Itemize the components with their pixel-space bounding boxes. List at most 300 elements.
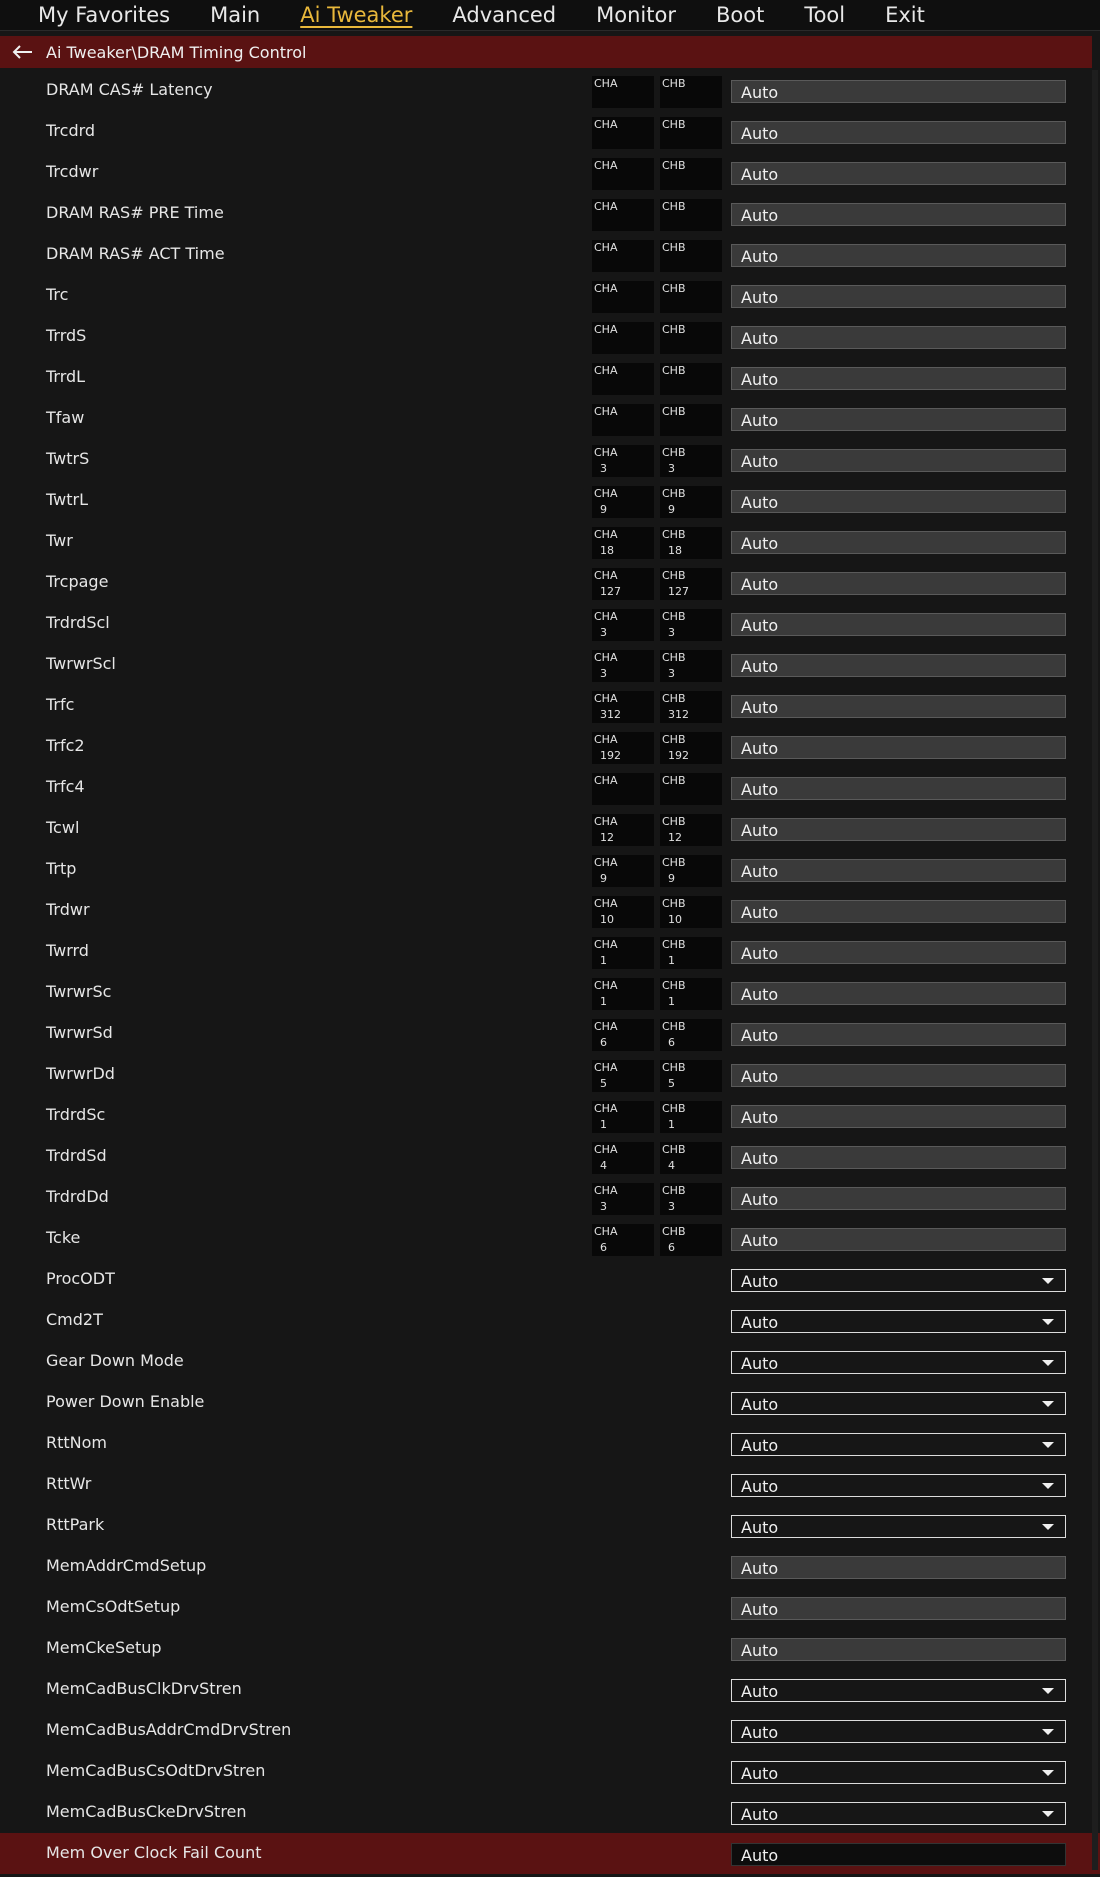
field-value: Auto — [741, 985, 779, 1004]
channel-label: CHA — [594, 651, 618, 664]
setting-row-rttnom[interactable] — [0, 1423, 1100, 1464]
channel-label: CHB — [662, 446, 686, 459]
channel-b-readout — [660, 281, 722, 313]
channel-value: 312 — [600, 708, 621, 721]
channel-a-readout — [592, 937, 654, 969]
channel-label: CHA — [594, 979, 618, 992]
field-value: Auto — [741, 1846, 779, 1865]
setting-label: Trfc4 — [46, 777, 85, 796]
value-input-twr[interactable] — [731, 531, 1066, 554]
menu-item-advanced[interactable]: Advanced — [452, 3, 557, 27]
channel-label: CHA — [594, 815, 618, 828]
value-input-dram-ras-act-time[interactable] — [731, 244, 1066, 267]
channel-b-readout — [660, 1019, 722, 1051]
channel-label: CHB — [662, 979, 686, 992]
field-value: Auto — [741, 1559, 779, 1578]
field-value: Auto — [741, 698, 779, 717]
dropdown-cmd2t[interactable] — [731, 1310, 1066, 1333]
chevron-down-icon — [1042, 1729, 1054, 1735]
channel-b-readout — [660, 650, 722, 682]
dropdown-procodt[interactable] — [731, 1269, 1066, 1292]
channel-label: CHB — [662, 323, 686, 336]
setting-label: Trfc — [46, 695, 75, 714]
field-value: Auto — [741, 821, 779, 840]
setting-row-twrwrsc[interactable] — [0, 972, 1100, 1013]
channel-b-readout — [660, 404, 722, 436]
menu-item-boot[interactable]: Boot — [715, 3, 765, 27]
channel-label: CHA — [594, 405, 618, 418]
channel-a-readout — [592, 527, 654, 559]
channel-value: 9 — [668, 503, 675, 516]
channel-label: CHB — [662, 774, 686, 787]
setting-label: TrdrdSc — [46, 1105, 106, 1124]
field-value: Auto — [741, 452, 779, 471]
channel-value: 4 — [668, 1159, 675, 1172]
dropdown-memcadbusaddrcmddrvstren[interactable] — [731, 1720, 1066, 1743]
setting-row-twrwrdd[interactable] — [0, 1054, 1100, 1095]
channel-label: CHB — [662, 1102, 686, 1115]
setting-label: MemCadBusClkDrvStren — [46, 1679, 242, 1698]
value-input-twrwrsc[interactable] — [731, 982, 1066, 1005]
field-value: Auto — [741, 1518, 779, 1537]
channel-value: 6 — [668, 1036, 675, 1049]
value-input-trcpage[interactable] — [731, 572, 1066, 595]
channel-value: 192 — [668, 749, 689, 762]
channel-a-readout — [592, 322, 654, 354]
setting-label: Trcdwr — [46, 162, 99, 181]
top-menu-bar — [0, 0, 1100, 31]
channel-value: 10 — [600, 913, 614, 926]
setting-row-twrwrscl[interactable] — [0, 644, 1100, 685]
value-input-trfc2[interactable] — [731, 736, 1066, 759]
value-input-tfaw[interactable] — [731, 408, 1066, 431]
channel-label: CHA — [594, 282, 618, 295]
channel-b-readout — [660, 937, 722, 969]
channel-label: CHB — [662, 897, 686, 910]
setting-row-trdrdscl[interactable] — [0, 603, 1100, 644]
channel-a-readout — [592, 1224, 654, 1256]
chevron-down-icon — [1042, 1401, 1054, 1407]
setting-row-trtp[interactable] — [0, 849, 1100, 890]
channel-value: 1 — [668, 954, 675, 967]
channel-label: CHB — [662, 364, 686, 377]
setting-label: Gear Down Mode — [46, 1351, 184, 1370]
field-value: Auto — [741, 616, 779, 635]
settings-list — [0, 70, 1100, 1874]
setting-row-twrwrsd[interactable] — [0, 1013, 1100, 1054]
setting-label: MemCadBusCsOdtDrvStren — [46, 1761, 266, 1780]
field-value: Auto — [741, 165, 779, 184]
setting-label: Cmd2T — [46, 1310, 103, 1329]
setting-label: MemCadBusAddrCmdDrvStren — [46, 1720, 292, 1739]
setting-label: Twrrd — [46, 941, 89, 960]
channel-value: 127 — [668, 585, 689, 598]
channel-label: CHA — [594, 1184, 618, 1197]
setting-label: MemCadBusCkeDrvStren — [46, 1802, 247, 1821]
channel-value: 3 — [668, 1200, 675, 1213]
setting-row-power-down-enable[interactable] — [0, 1382, 1100, 1423]
setting-row-memcadbusclkdrvstren[interactable] — [0, 1669, 1100, 1710]
setting-row-memcadbusckedrvstren[interactable] — [0, 1792, 1100, 1833]
setting-label: Mem Over Clock Fail Count — [46, 1843, 262, 1862]
value-input-twrwrscl[interactable] — [731, 654, 1066, 677]
setting-row-dram-ras-act-time[interactable] — [0, 234, 1100, 275]
channel-a-readout — [592, 1183, 654, 1215]
channel-label: CHA — [594, 938, 618, 951]
setting-label: TwtrS — [46, 449, 90, 468]
field-value: Auto — [741, 493, 779, 512]
setting-row-dram-cas-latency[interactable] — [0, 70, 1100, 111]
channel-label: CHA — [594, 528, 618, 541]
setting-row-trrdl[interactable] — [0, 357, 1100, 398]
value-input-twtrl[interactable] — [731, 490, 1066, 513]
channel-value: 5 — [600, 1077, 607, 1090]
channel-label: CHA — [594, 364, 618, 377]
setting-row-tcwl[interactable] — [0, 808, 1100, 849]
setting-label: TwtrL — [46, 490, 88, 509]
setting-row-trdrdsc[interactable] — [0, 1095, 1100, 1136]
channel-value: 9 — [600, 872, 607, 885]
channel-a-readout — [592, 199, 654, 231]
menu-item-ai-tweaker[interactable]: Ai Tweaker — [300, 3, 413, 27]
setting-row-rttpark[interactable] — [0, 1505, 1100, 1546]
setting-row-trc[interactable] — [0, 275, 1100, 316]
field-value: Auto — [741, 288, 779, 307]
value-input-trdrdsd[interactable] — [731, 1146, 1066, 1169]
setting-label: Trcpage — [46, 572, 109, 591]
menu-item-my-favorites[interactable]: My Favorites — [38, 3, 171, 27]
setting-row-trcdrd[interactable] — [0, 111, 1100, 152]
channel-label: CHA — [594, 241, 618, 254]
field-value: Auto — [741, 1764, 779, 1783]
channel-a-readout — [592, 978, 654, 1010]
channel-value: 9 — [600, 503, 607, 516]
chevron-down-icon — [1042, 1688, 1054, 1694]
channel-a-readout — [592, 404, 654, 436]
channel-label: CHB — [662, 159, 686, 172]
setting-row-trfc4[interactable] — [0, 767, 1100, 808]
channel-b-readout — [660, 1101, 722, 1133]
setting-row-trdrdsd[interactable] — [0, 1136, 1100, 1177]
setting-row-gear-down-mode[interactable] — [0, 1341, 1100, 1382]
field-value: Auto — [741, 1723, 779, 1742]
channel-b-readout — [660, 117, 722, 149]
channel-a-readout — [592, 486, 654, 518]
field-value: Auto — [741, 1313, 779, 1332]
channel-a-readout — [592, 1019, 654, 1051]
setting-label: TwrwrSd — [46, 1023, 113, 1042]
field-value: Auto — [741, 780, 779, 799]
channel-b-readout — [660, 609, 722, 641]
channel-a-readout — [592, 158, 654, 190]
channel-b-readout — [660, 773, 722, 805]
menu-item-exit[interactable]: Exit — [885, 3, 925, 27]
value-input-twrrd[interactable] — [731, 941, 1066, 964]
channel-label: CHB — [662, 405, 686, 418]
channel-a-readout — [592, 281, 654, 313]
value-input-trdrdscl[interactable] — [731, 613, 1066, 636]
channel-value: 4 — [600, 1159, 607, 1172]
channel-label: CHB — [662, 1184, 686, 1197]
channel-label: CHB — [662, 815, 686, 828]
field-value: Auto — [741, 1600, 779, 1619]
dropdown-rttpark[interactable] — [731, 1515, 1066, 1538]
value-input-memaddrcmdsetup[interactable] — [731, 1556, 1066, 1579]
channel-label: CHB — [662, 241, 686, 254]
setting-row-twrrd[interactable] — [0, 931, 1100, 972]
channel-label: CHB — [662, 856, 686, 869]
value-input-twtrs[interactable] — [731, 449, 1066, 472]
field-value: Auto — [741, 575, 779, 594]
setting-row-memcsodtsetup[interactable] — [0, 1587, 1100, 1628]
channel-value: 1 — [668, 995, 675, 1008]
field-value: Auto — [741, 534, 779, 553]
channel-value: 5 — [668, 1077, 675, 1090]
channel-value: 12 — [600, 831, 614, 844]
value-input-trcdwr[interactable] — [731, 162, 1066, 185]
field-value: Auto — [741, 1149, 779, 1168]
channel-b-readout — [660, 76, 722, 108]
setting-row-memcadbuscsodtdrvstren[interactable] — [0, 1751, 1100, 1792]
dropdown-gear-down-mode[interactable] — [731, 1351, 1066, 1374]
channel-a-readout — [592, 1101, 654, 1133]
value-input-trdwr[interactable] — [731, 900, 1066, 923]
setting-row-trcdwr[interactable] — [0, 152, 1100, 193]
value-input-tcke[interactable] — [731, 1228, 1066, 1251]
channel-b-readout — [660, 814, 722, 846]
field-value: Auto — [741, 944, 779, 963]
setting-row-memckesetup[interactable] — [0, 1628, 1100, 1669]
channel-a-readout — [592, 240, 654, 272]
channel-label: CHB — [662, 528, 686, 541]
setting-label: Twr — [46, 531, 73, 550]
channel-label: CHA — [594, 1020, 618, 1033]
dropdown-memcadbuscsodtdrvstren[interactable] — [731, 1761, 1066, 1784]
field-value: Auto — [741, 1354, 779, 1373]
setting-row-tfaw[interactable] — [0, 398, 1100, 439]
channel-label: CHB — [662, 282, 686, 295]
channel-b-readout — [660, 568, 722, 600]
setting-label: TrdrdSd — [46, 1146, 107, 1165]
chevron-down-icon — [1042, 1524, 1054, 1530]
setting-row-trdrddd[interactable] — [0, 1177, 1100, 1218]
setting-row-tcke[interactable] — [0, 1218, 1100, 1259]
setting-label: Tcke — [46, 1228, 81, 1247]
dropdown-memcadbusckedrvstren[interactable] — [731, 1802, 1066, 1825]
field-value: Auto — [741, 657, 779, 676]
channel-a-readout — [592, 732, 654, 764]
dropdown-memcadbusclkdrvstren[interactable] — [731, 1679, 1066, 1702]
menu-item-monitor[interactable]: Monitor — [596, 3, 676, 27]
channel-label: CHB — [662, 938, 686, 951]
field-value: Auto — [741, 1477, 779, 1496]
channel-value: 6 — [668, 1241, 675, 1254]
value-input-twrwrsd[interactable] — [731, 1023, 1066, 1046]
setting-row-trfc[interactable] — [0, 685, 1100, 726]
field-value: Auto — [741, 1805, 779, 1824]
dropdown-power-down-enable[interactable] — [731, 1392, 1066, 1415]
setting-label: DRAM RAS# PRE Time — [46, 203, 224, 222]
channel-value: 3 — [600, 1200, 607, 1213]
field-value: Auto — [741, 1682, 779, 1701]
setting-row-trdwr[interactable] — [0, 890, 1100, 931]
breadcrumb-path: Ai Tweaker\DRAM Timing Control — [46, 42, 307, 62]
channel-a-readout — [592, 773, 654, 805]
channel-value: 6 — [600, 1241, 607, 1254]
chevron-down-icon — [1042, 1770, 1054, 1776]
chevron-down-icon — [1042, 1319, 1054, 1325]
setting-label: TwrwrScl — [46, 654, 116, 673]
channel-label: CHB — [662, 733, 686, 746]
channel-a-readout — [592, 609, 654, 641]
channel-a-readout — [592, 117, 654, 149]
channel-label: CHB — [662, 200, 686, 213]
channel-label: CHA — [594, 1061, 618, 1074]
channel-a-readout — [592, 855, 654, 887]
setting-row-twr[interactable] — [0, 521, 1100, 562]
setting-row-twtrs[interactable] — [0, 439, 1100, 480]
channel-label: CHB — [662, 487, 686, 500]
channel-label: CHA — [594, 446, 618, 459]
value-input-trfc[interactable] — [731, 695, 1066, 718]
channel-label: CHA — [594, 569, 618, 582]
channel-value: 3 — [600, 626, 607, 639]
value-input-trtp[interactable] — [731, 859, 1066, 882]
channel-label: CHA — [594, 610, 618, 623]
scrollbar[interactable] — [1092, 70, 1098, 1870]
value-input-twrwrdd[interactable] — [731, 1064, 1066, 1087]
field-value: Auto — [741, 1108, 779, 1127]
back-arrow-icon[interactable] — [12, 44, 34, 60]
channel-b-readout — [660, 322, 722, 354]
chevron-down-icon — [1042, 1483, 1054, 1489]
setting-label: MemAddrCmdSetup — [46, 1556, 207, 1575]
field-value: Auto — [741, 739, 779, 758]
value-input-tcwl[interactable] — [731, 818, 1066, 841]
field-value: Auto — [741, 206, 779, 225]
value-input-memcsodtsetup[interactable] — [731, 1597, 1066, 1620]
channel-label: CHA — [594, 856, 618, 869]
field-value: Auto — [741, 1231, 779, 1250]
field-value: Auto — [741, 862, 779, 881]
chevron-down-icon — [1042, 1360, 1054, 1366]
setting-row-memaddrcmdsetup[interactable] — [0, 1546, 1100, 1587]
channel-a-readout — [592, 568, 654, 600]
setting-row-dram-ras-pre-time[interactable] — [0, 193, 1100, 234]
dropdown-rttwr[interactable] — [731, 1474, 1066, 1497]
value-input-trdrdsc[interactable] — [731, 1105, 1066, 1128]
field-value: Auto — [741, 124, 779, 143]
channel-a-readout — [592, 445, 654, 477]
value-input-trrds[interactable] — [731, 326, 1066, 349]
setting-row-trrds[interactable] — [0, 316, 1100, 357]
channel-label: CHA — [594, 487, 618, 500]
setting-label: DRAM CAS# Latency — [46, 80, 213, 99]
channel-b-readout — [660, 486, 722, 518]
channel-label: CHA — [594, 1225, 618, 1238]
breadcrumb — [0, 36, 1092, 68]
setting-label: Tfaw — [46, 408, 85, 427]
channel-b-readout — [660, 1224, 722, 1256]
channel-label: CHA — [594, 200, 618, 213]
channel-a-readout — [592, 814, 654, 846]
channel-value: 3 — [600, 462, 607, 475]
field-value: Auto — [741, 1436, 779, 1455]
field-value: Auto — [741, 370, 779, 389]
channel-a-readout — [592, 1060, 654, 1092]
channel-label: CHA — [594, 774, 618, 787]
channel-value: 1 — [600, 995, 607, 1008]
channel-b-readout — [660, 363, 722, 395]
setting-label: TrdrdDd — [46, 1187, 109, 1206]
channel-value: 1 — [600, 954, 607, 967]
channel-label: CHA — [594, 897, 618, 910]
setting-row-memcadbusaddrcmddrvstren[interactable] — [0, 1710, 1100, 1751]
channel-label: CHA — [594, 159, 618, 172]
setting-label: Trcdrd — [46, 121, 96, 140]
value-input-dram-cas-latency[interactable] — [731, 80, 1066, 103]
channel-value: 312 — [668, 708, 689, 721]
setting-row-rttwr[interactable] — [0, 1464, 1100, 1505]
channel-a-readout — [592, 1142, 654, 1174]
channel-label: CHB — [662, 1225, 686, 1238]
setting-label: RttNom — [46, 1433, 108, 1452]
channel-label: CHB — [662, 569, 686, 582]
channel-value: 18 — [668, 544, 682, 557]
dropdown-rttnom[interactable] — [731, 1433, 1066, 1456]
channel-b-readout — [660, 158, 722, 190]
setting-label: RttWr — [46, 1474, 92, 1493]
chevron-down-icon — [1042, 1811, 1054, 1817]
channel-value: 12 — [668, 831, 682, 844]
channel-b-readout — [660, 1060, 722, 1092]
value-input-trfc4[interactable] — [731, 777, 1066, 800]
channel-label: CHA — [594, 77, 618, 90]
channel-label: CHB — [662, 651, 686, 664]
value-input-dram-ras-pre-time[interactable] — [731, 203, 1066, 226]
setting-row-twtrl[interactable] — [0, 480, 1100, 521]
value-input-trrdl[interactable] — [731, 367, 1066, 390]
value-input-mem-over-clock-fail-count[interactable] — [731, 1843, 1066, 1866]
value-input-memckesetup[interactable] — [731, 1638, 1066, 1661]
channel-label: CHB — [662, 692, 686, 705]
channel-label: CHA — [594, 692, 618, 705]
field-value: Auto — [741, 1395, 779, 1414]
setting-label: TwrwrSc — [46, 982, 112, 1001]
channel-label: CHA — [594, 1102, 618, 1115]
channel-b-readout — [660, 240, 722, 272]
setting-label: TrdrdScl — [46, 613, 110, 632]
channel-label: CHB — [662, 77, 686, 90]
setting-row-trfc2[interactable] — [0, 726, 1100, 767]
channel-value: 9 — [668, 872, 675, 885]
field-value: Auto — [741, 1026, 779, 1045]
setting-row-procodt[interactable] — [0, 1259, 1100, 1300]
value-input-trcdrd[interactable] — [731, 121, 1066, 144]
channel-label: CHB — [662, 1020, 686, 1033]
value-input-trdrddd[interactable] — [731, 1187, 1066, 1210]
setting-label: ProcODT — [46, 1269, 115, 1288]
setting-row-trcpage[interactable] — [0, 562, 1100, 603]
channel-a-readout — [592, 650, 654, 682]
menu-item-main[interactable]: Main — [210, 3, 261, 27]
menu-item-tool[interactable]: Tool — [804, 3, 846, 27]
channel-value: 10 — [668, 913, 682, 926]
value-input-trc[interactable] — [731, 285, 1066, 308]
setting-row-mem-over-clock-fail-count[interactable] — [0, 1833, 1100, 1874]
setting-label: DRAM RAS# ACT Time — [46, 244, 225, 263]
setting-row-cmd2t[interactable] — [0, 1300, 1100, 1341]
